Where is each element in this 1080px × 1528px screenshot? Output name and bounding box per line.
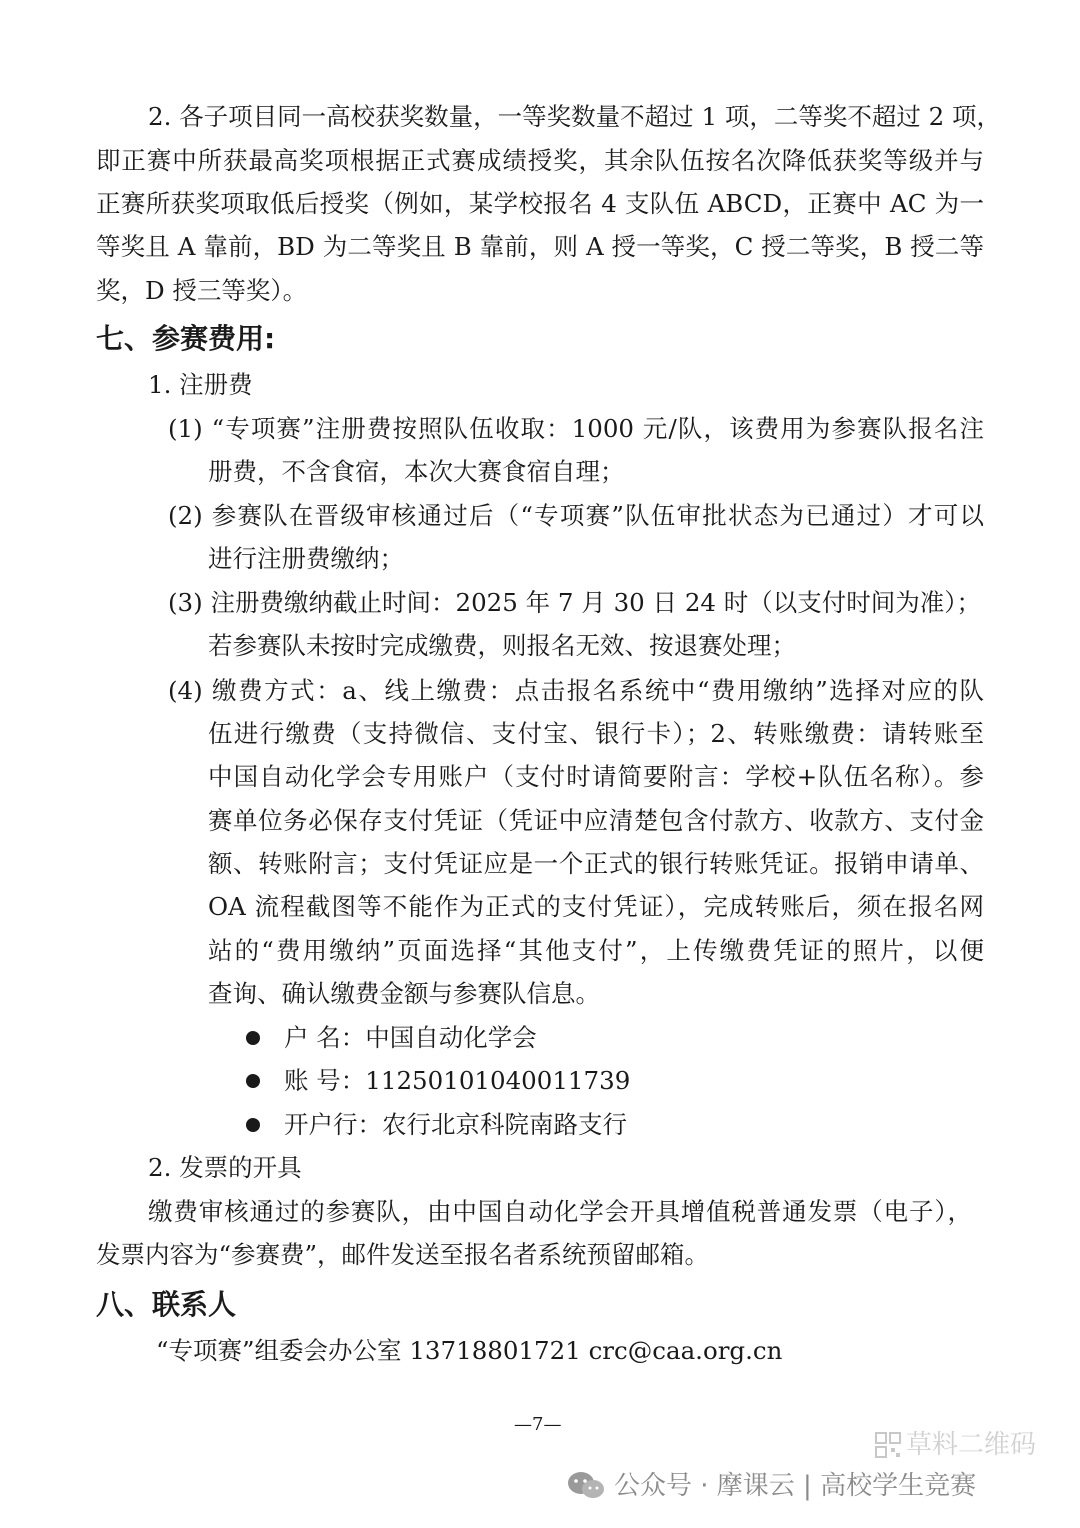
award-rule-line-1: 2. 各子项目同一高校获奖数量，一等奖数量不超过 1 项，二等奖不超过 2 项，: [148, 102, 1001, 131]
invoice-subheading: 2. 发票的开具: [148, 1153, 302, 1182]
award-rule-line-5: 奖，D 授三等奖）。: [96, 276, 308, 305]
fee-item-4-line-3: 中国自动化学会专用账户（支付时请简要附言：学校+队伍名称）。参: [208, 762, 984, 791]
section-8-heading: 八、联系人: [96, 1288, 237, 1321]
invoice-line-1: 缴费审核通过的参赛队，由中国自动化学会开具增值税普通发票（电子），: [148, 1197, 972, 1226]
award-rule-line-2: 即正赛中所获最高奖项根据正式赛成绩授奖，其余队伍按名次降低获奖等级并与: [96, 146, 984, 175]
fee-item-4-line-6: OA 流程截图等不能作为正式的支付凭证），完成转账后，须在报名网: [208, 892, 984, 921]
fee-item-3-line-2: 若参赛队未按时完成缴费，则报名无效、按退赛处理；: [208, 631, 796, 660]
bullet-icon: [246, 1031, 260, 1045]
fee-item-4-line-7: 站的“费用缴纳”页面选择“其他支付”，上传缴费凭证的照片，以便: [208, 936, 984, 965]
wechat-icon: [566, 1469, 606, 1503]
fee-item-2-line-1: (2) 参赛队在晋级审核通过后（“专项赛”队伍审批状态为已通过）才可以: [168, 501, 984, 530]
bullet-icon: [246, 1118, 260, 1132]
award-rule-line-3: 正赛所获奖项取低后授奖（例如，某学校报名 4 支队伍 ABCD，正赛中 AC 为一: [96, 189, 984, 218]
section-7-heading: 七、参赛费用:: [96, 322, 276, 355]
registration-fee-subheading: 1. 注册费: [148, 370, 253, 399]
fee-item-1-line-2: 册费，不含食宿，本次大赛食宿自理；: [208, 457, 625, 486]
fee-item-3-line-1: (3) 注册费缴纳截止时间：2025 年 7 月 30 日 24 时（以支付时间为准）；: [168, 588, 982, 617]
qr-watermark-text: 草料二维码: [906, 1430, 1037, 1460]
account-watermark-text: 公众号 · 摩课云 | 高校学生竞赛: [614, 1471, 977, 1501]
award-rule-line-4: 等奖且 A 靠前，BD 为二等奖且 B 靠前，则 A 授一等奖，C 授二等奖，B 授二等: [96, 232, 984, 261]
fee-item-4-line-4: 赛单位务必保存支付凭证（凭证中应清楚包含付款方、收款方、支付金: [208, 806, 984, 835]
invoice-line-2: 发票内容为“参赛费”，邮件发送至报名者系统预留邮箱。: [96, 1240, 710, 1269]
fee-item-4-line-2: 伍进行缴费（支持微信、支付宝、银行卡）；2、转账缴费：请转账至: [208, 719, 984, 748]
qr-code-icon: [874, 1431, 902, 1459]
account-number: 账 号：11250101040011739: [284, 1066, 631, 1095]
account-name: 户 名：中国自动化学会: [284, 1023, 537, 1052]
bullet-icon: [246, 1074, 260, 1088]
account-bank: 开户行：农行北京科院南路支行: [284, 1110, 627, 1139]
fee-item-4-line-1: (4) 缴费方式：a、线上缴费：点击报名系统中“费用缴纳”选择对应的队: [168, 676, 984, 705]
fee-item-1-line-1: (1) “专项赛”注册费按照队伍收取：1000 元/队，该费用为参赛队报名注: [168, 414, 984, 443]
fee-item-4-line-8: 查询、确认缴费金额与参赛队信息。: [208, 979, 600, 1008]
page-number: —7—: [514, 1414, 562, 1435]
fee-item-4-line-5: 额、转账附言；支付凭证应是一个正式的银行转账凭证。报销申请单、: [208, 849, 984, 878]
fee-item-2-line-2: 进行注册费缴纳；: [208, 544, 404, 573]
contact-info: “专项赛”组委会办公室 13718801721 crc@caa.org.cn: [156, 1336, 783, 1365]
